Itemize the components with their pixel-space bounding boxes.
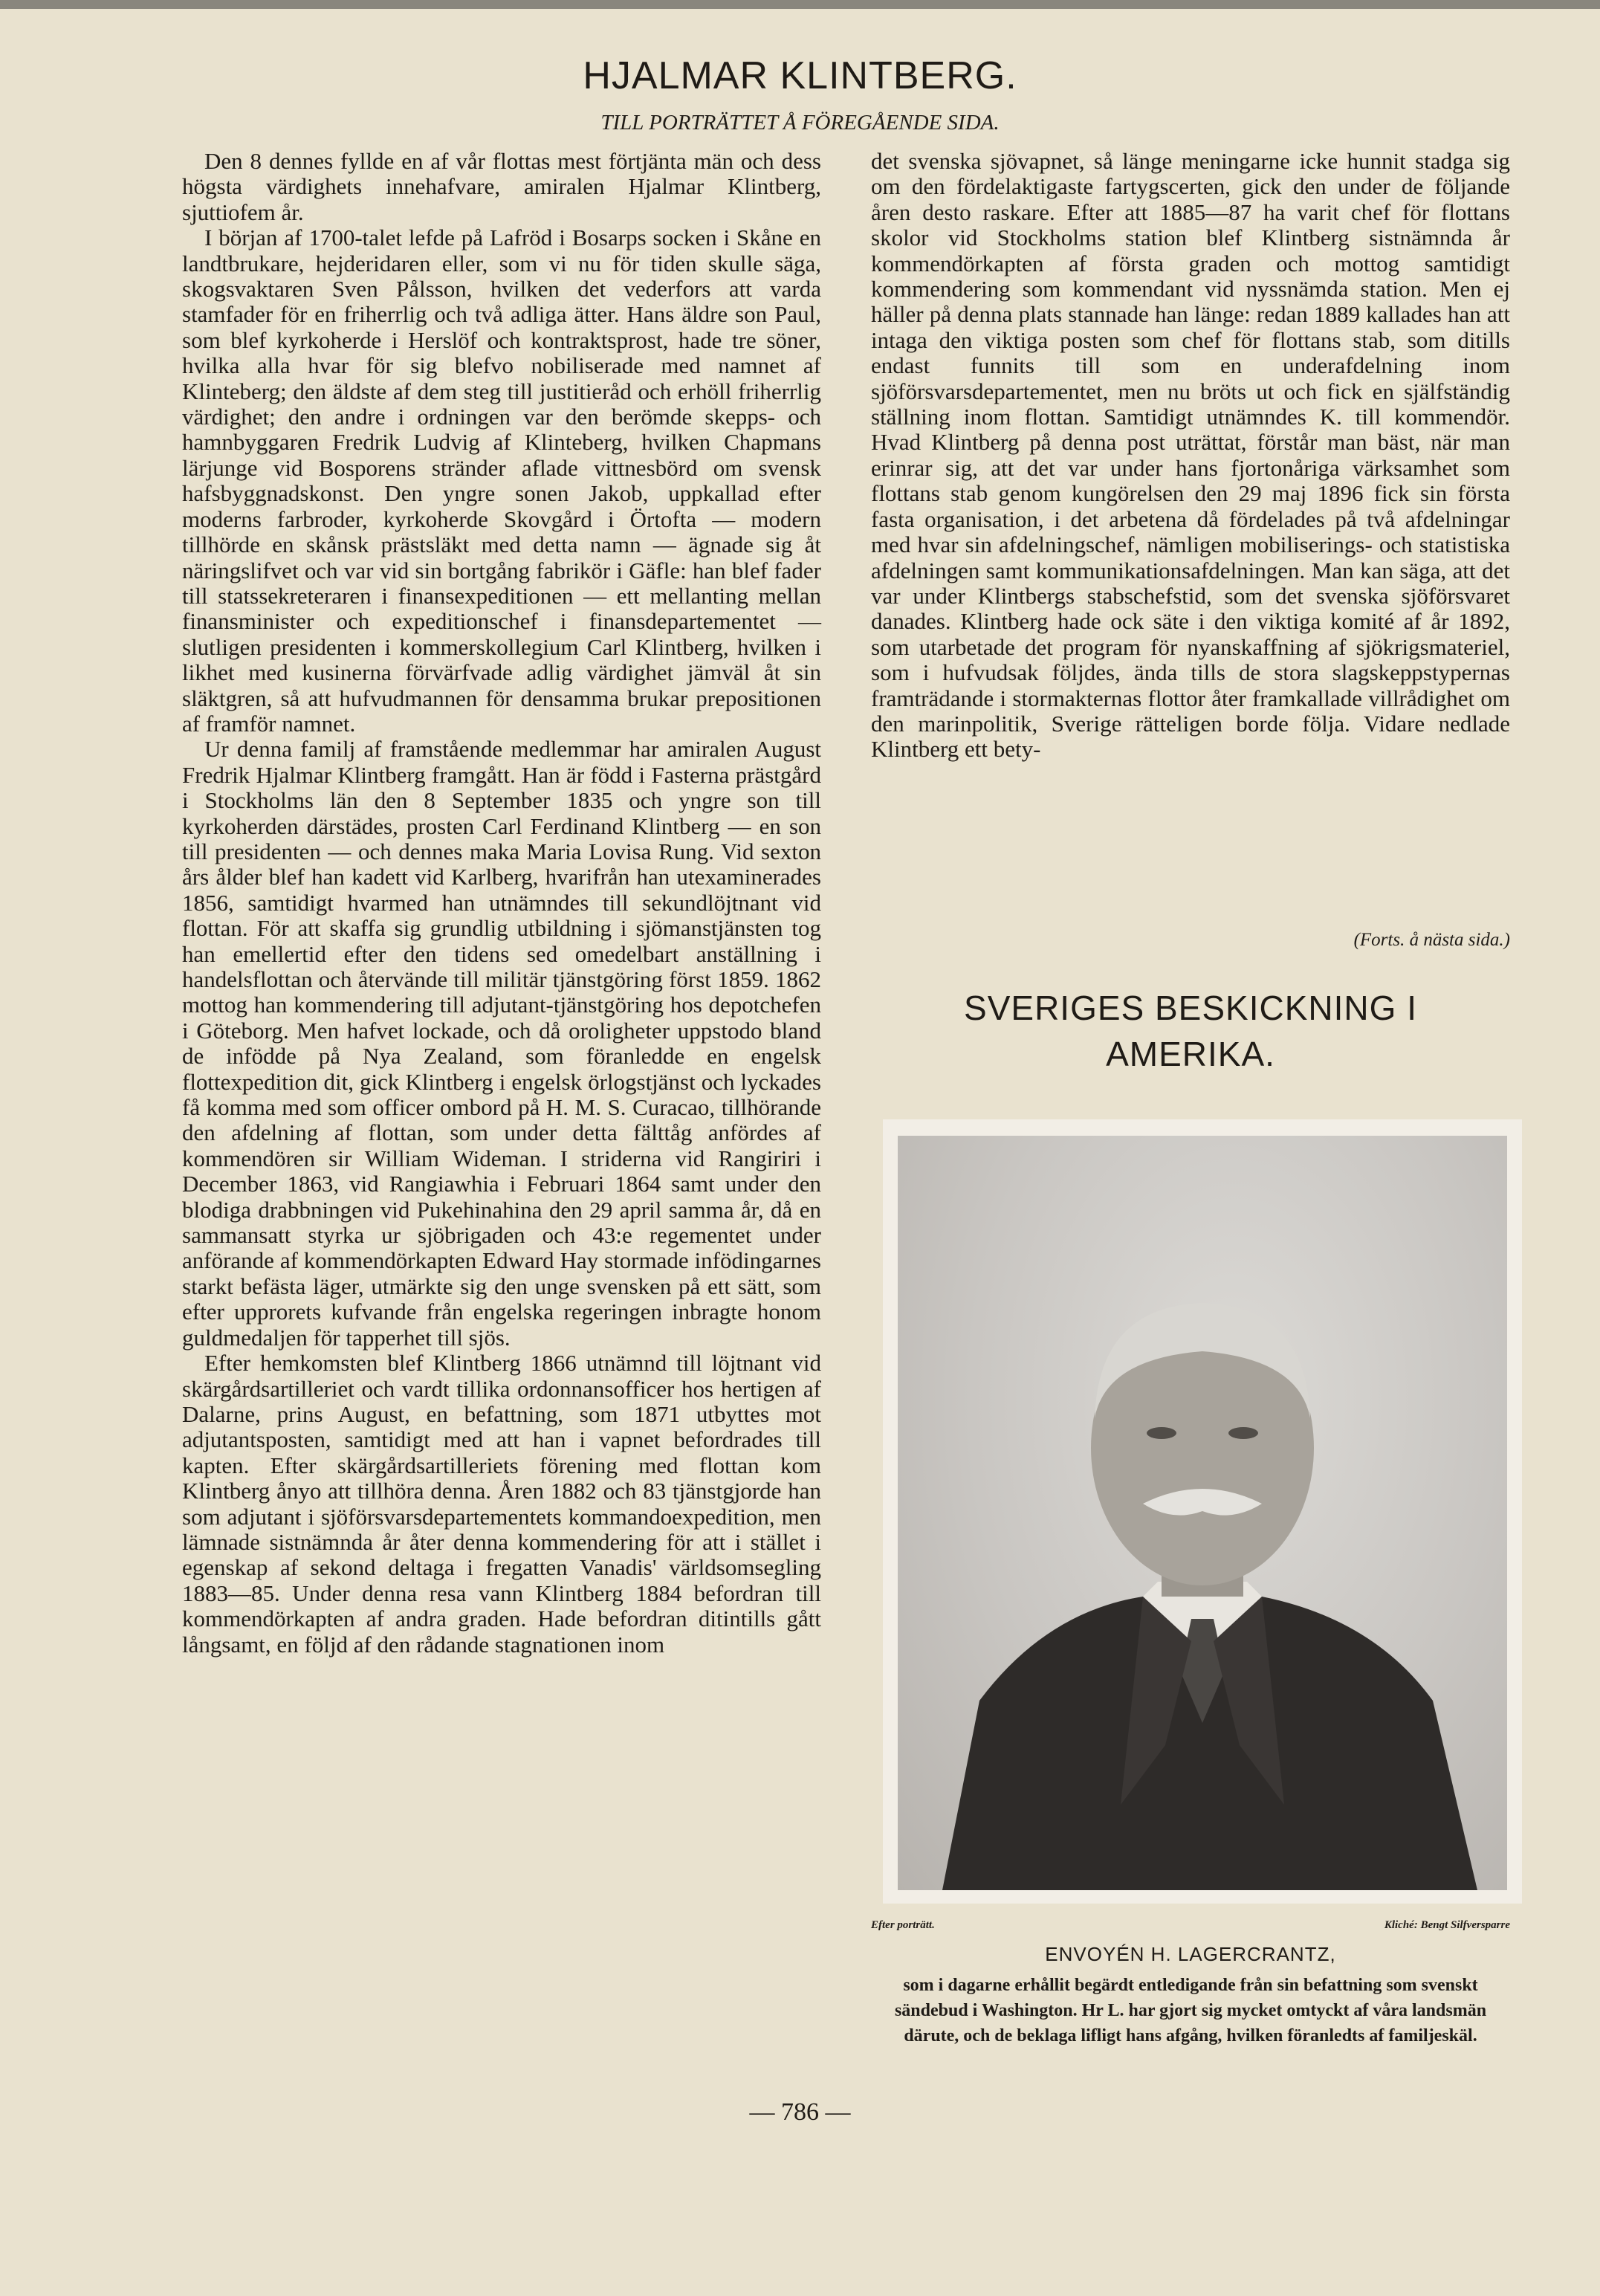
page-top-edge: [0, 0, 1600, 9]
article-title: HJALMAR KLINTBERG.: [583, 54, 1017, 97]
paragraph: Ur denna familj af framstående medlemmar har amiralen August Fredrik Hjalmar Klintberg framgått. Han är född i Fasterna prästgård i Stockholms län den 8 September 1835 och yngre son till kyrkoherden därstädes, prosten Carl Ferdinand Klintberg — en son till presidenten — och dennes maka Maria Lovisa Rung. Vid sexton års ålder blef han kadett vid Karlberg, hvarifrån han utexaminerades 1856, samtidigt hvarmed han utnämndes till sekundlöjtnant vid flottan. För att skaffa sig grundlig utbildning i sjömanstjänsten tog han emellertid efter den tidens sed omedelbart anställning i handelsflottan och återvände till militär tjänstgöring först 1859. 1862 mottog han kommendering till adjutant-tjänstgöring hos depotchefen i Göteborg. Men hafvet lockade, och då oroligheter uppstodo bland de infödde på Nya Zealand, som föranledde en engelsk flottexpedition dit, gick Klintberg i engelsk örlogstjänst och lyckades få komma med som officer ombord på H. M. S. Curacao, tillhörande den afdelning af flottan, som under detta fälttåg anfördes af kommendören sir William Wideman. I striderna vid Rangiriri i December 1863, vid Rangiawhia i Februari 1864 samt under den blodiga drabbningen vid Pukehinahina den 29 april samma år, då en sammansatt styrka ur sjöbrigaden och 43:e regementet under anförande af kommendörkapten Edward Hay stormade infödingarnes starkt befästa läger, utmärkte sig den unge svensken på ett sätt, som efter upprorets kufvande från engelska regeringen inbragte honom guldmedaljen för tapperhet till sjös.: [182, 736, 821, 1351]
second-article-heading: [871, 985, 1510, 1077]
paragraph: Den 8 dennes fyllde en af vår flottas mest förtjänta män och dess högsta värdighets innehafvare, amiralen Hjalmar Klintberg, sjuttiofem år.: [182, 148, 821, 225]
right-column: [871, 149, 1510, 763]
page-number: — 786 —: [749, 2098, 851, 2126]
heading-line: SVERIGES BESKICKNING I: [964, 989, 1417, 1027]
portrait-image: [898, 1136, 1507, 1890]
continued-note: (Forts. å nästa sida.): [1353, 930, 1510, 950]
right-eye: [1228, 1427, 1258, 1439]
article-subtitle: TILL PORTRÄTTET Å FÖREGÅENDE SIDA.: [600, 111, 1000, 135]
left-eye: [1147, 1427, 1176, 1439]
paragraph: det svenska sjövapnet, så länge meningarne icke hunnit stadga sig om den fördelaktigaste fartygscerten, gick den under de följande åren desto raskare. Efter att 1885—87 ha varit chef för flottans skolor vid Stockholms station blef Klintberg sistnämnda år kommendörkapten af första graden och mottog samtidigt kommendering som kommendant vid nyssnämda station. Men ej häller på denna plats stannade han länge: redan 1889 kallades han att intaga den viktiga posten som chef för flottans stab, som ditills endast funnits till som en underafdelning inom sjöförsvarsdepartementet, men nu bröts ut och fick en själfständig ställning inom flottan. Samtidigt utnämndes K. till kommendör. Hvad Klintberg på denna post uträttat, förstår man bäst, när man erinrar sig, att det var under hans fjortonåriga värksamhet som flottans stab genom kungörelsen den 29 maj 1896 fick sin första fasta organisation, i det arbetena då fördelades på två afdelningar med hvar sin afdelningschef, nämligen mobiliserings- och statistiska afdelningen samt kommunikationsafdelningen. Man kan säga, att det var under Klintbergs stabschefstid, som det svenska sjöförsvaret danades. Klintberg hade ock säte i den viktiga komité af år 1892, som utarbetade det program för nyanskaffning af sjökrigsmateriel, som i hufvudsak följdes, ända tills de stora slagskeppstypernas framträdande i stormakternas flottor åter framkallade villrådighet om den marinpolitik, Sverige rätteligen borde följa. Vidare nedlade Klintberg ett bety-: [871, 148, 1510, 763]
portrait-photo: [883, 1119, 1522, 1904]
photo-credit-left: Efter porträtt.: [871, 1919, 935, 1931]
paragraph: Efter hemkomsten blef Klintberg 1866 utnämnd till löjtnant vid skärgårdsartilleriet och vardt tillika ordonnansofficer hos hertigen af Dalarne, prins August, en befattning, som 1871 utbyttes mot adjutantsposten, samtidigt med att han i vapnet befordrades till kapten. Efter skärgårdsartilleriets förening med flottan kom Klintberg ånyo att tillhöra denna. Åren 1882 och 83 tjänstgjorde han som adjutant i sjöförsvarsdepartementets kommandoexpedition, men lämnade sistnämnda år åter denna kommendering för att i stället i egenskap af sekond deltaga i fregatten Vanadis' världsomsegling 1883—85. Under denna resa vann Klintberg 1884 befordran till kommendörkapten af andra graden. Hade befordran ditintills gått långsamt, en följd af den rådande stagnationen inom: [182, 1350, 821, 1658]
portrait-illustration: [898, 1136, 1507, 1890]
left-column: [182, 149, 821, 1658]
heading-line: AMERIKA.: [1106, 1035, 1275, 1073]
photo-caption-name: ENVOYÉN H. LAGERCRANTZ,: [1045, 1943, 1336, 1965]
paragraph: I början af 1700-talet lefde på Lafröd i Bosarps socken i Skåne en landtbrukare, hejderidaren eller, som vi nu för tiden skulle säga, skogsvaktaren Sven Pålsson, hvilken det vederfors att varda stamfader för en friherrlig och två adliga ätter. Hans äldre son Paul, som blef kyrkoherde i Herslöf och kontraktsprost, hade tre söner, hvilka alla hvar för sig blefvo nobiliserade med namnet af Klinteberg; den äldste af dem steg till justitieråd och erhöll friherrlig värdighet; den andre i ordningen var den berömde skepps- och hamnbyggaren Fredrik Ludvig af Klinteberg, hvilken Chapmans lärjunge vid Bosporens stränder aflade vittnesbörd om svensk hafsbyggnadskonst. Den yngre sonen Jakob, uppkallad efter moderns farbroder, kyrkoherde Skovgård i Örtofta — modern tillhörde en skånsk prästsläkt med detta namn — ägnade sig åt näringslifvet och var vid sin bortgång fabrikör i Gäfle: han blef fader till statssekreteraren i finansexpeditionen — ett mellanting mellan finansminister och expeditionschef i finansdepartementet — slutligen presidenten i kommerskollegium Carl Klintberg, hvilken i likhet med kusinerna förvärfvade adlig värdighet jämväl åt sin släktgren, så att hufvudmannen för densamma brukar prepositionen af framför namnet.: [182, 224, 821, 737]
photo-credit-right: Kliché: Bengt Silfversparre: [1384, 1919, 1510, 1931]
photo-caption-text: som i dagarne erhållit begärdt entledigande från sin befattning som svenskt sändebud i Washington. Hr L. har gjort sig mycket omtyckt af våra landsmän därute, och de beklaga lifligt hans afgång, hvilken föranledts af familjeskäl.: [894, 1976, 1487, 2046]
